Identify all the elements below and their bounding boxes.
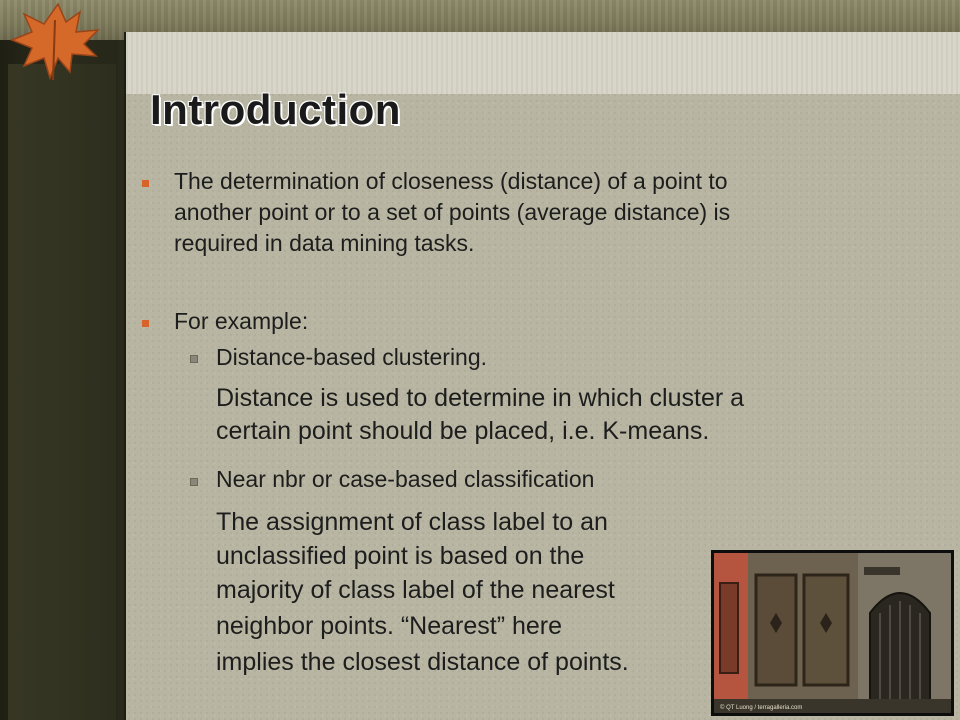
bullet-marker xyxy=(142,320,149,327)
left-decor-strip xyxy=(8,64,116,720)
building-photo xyxy=(711,550,954,716)
slide-header-band xyxy=(126,32,960,94)
sub-item-1-detail-1: Distance is used to determine in which cluster a xyxy=(216,384,745,412)
sub-item-1-detail-2: certain point should be placed, i.e. K-means. xyxy=(216,417,710,445)
sub-item-2-detail-5: implies the closest distance of points. xyxy=(216,648,629,676)
sub-item-2-detail-1: The assignment of class label to an xyxy=(216,508,608,536)
slide-title: Introduction xyxy=(150,86,401,133)
bullet-1-line-2: another point or to a set of points (average distance) is xyxy=(174,199,731,225)
bullet-marker xyxy=(142,180,149,187)
sub-item-2-label: Near nbr or case-based classification xyxy=(216,466,595,492)
bullet-2-line-1: For example: xyxy=(174,308,309,334)
sub-bullet-marker xyxy=(190,355,198,363)
sub-item-1-label: Distance-based clustering. xyxy=(216,344,488,370)
sub-item-2-detail-4: neighbor points. “Nearest” here xyxy=(216,612,563,640)
maple-leaf-icon xyxy=(6,0,104,84)
photo-credit: © QT Luong / terragalleria.com xyxy=(720,705,803,711)
bullet-1-line-1: The determination of closeness (distance) of a point to xyxy=(174,168,728,194)
bullet-1-line-3: required in data mining tasks. xyxy=(174,230,475,256)
sub-bullet-marker xyxy=(190,478,198,486)
building-illustration xyxy=(714,553,951,713)
sub-item-2-detail-3: majority of class label of the nearest xyxy=(216,576,615,604)
sub-item-2-detail-2: unclassified point is based on the xyxy=(216,542,585,570)
